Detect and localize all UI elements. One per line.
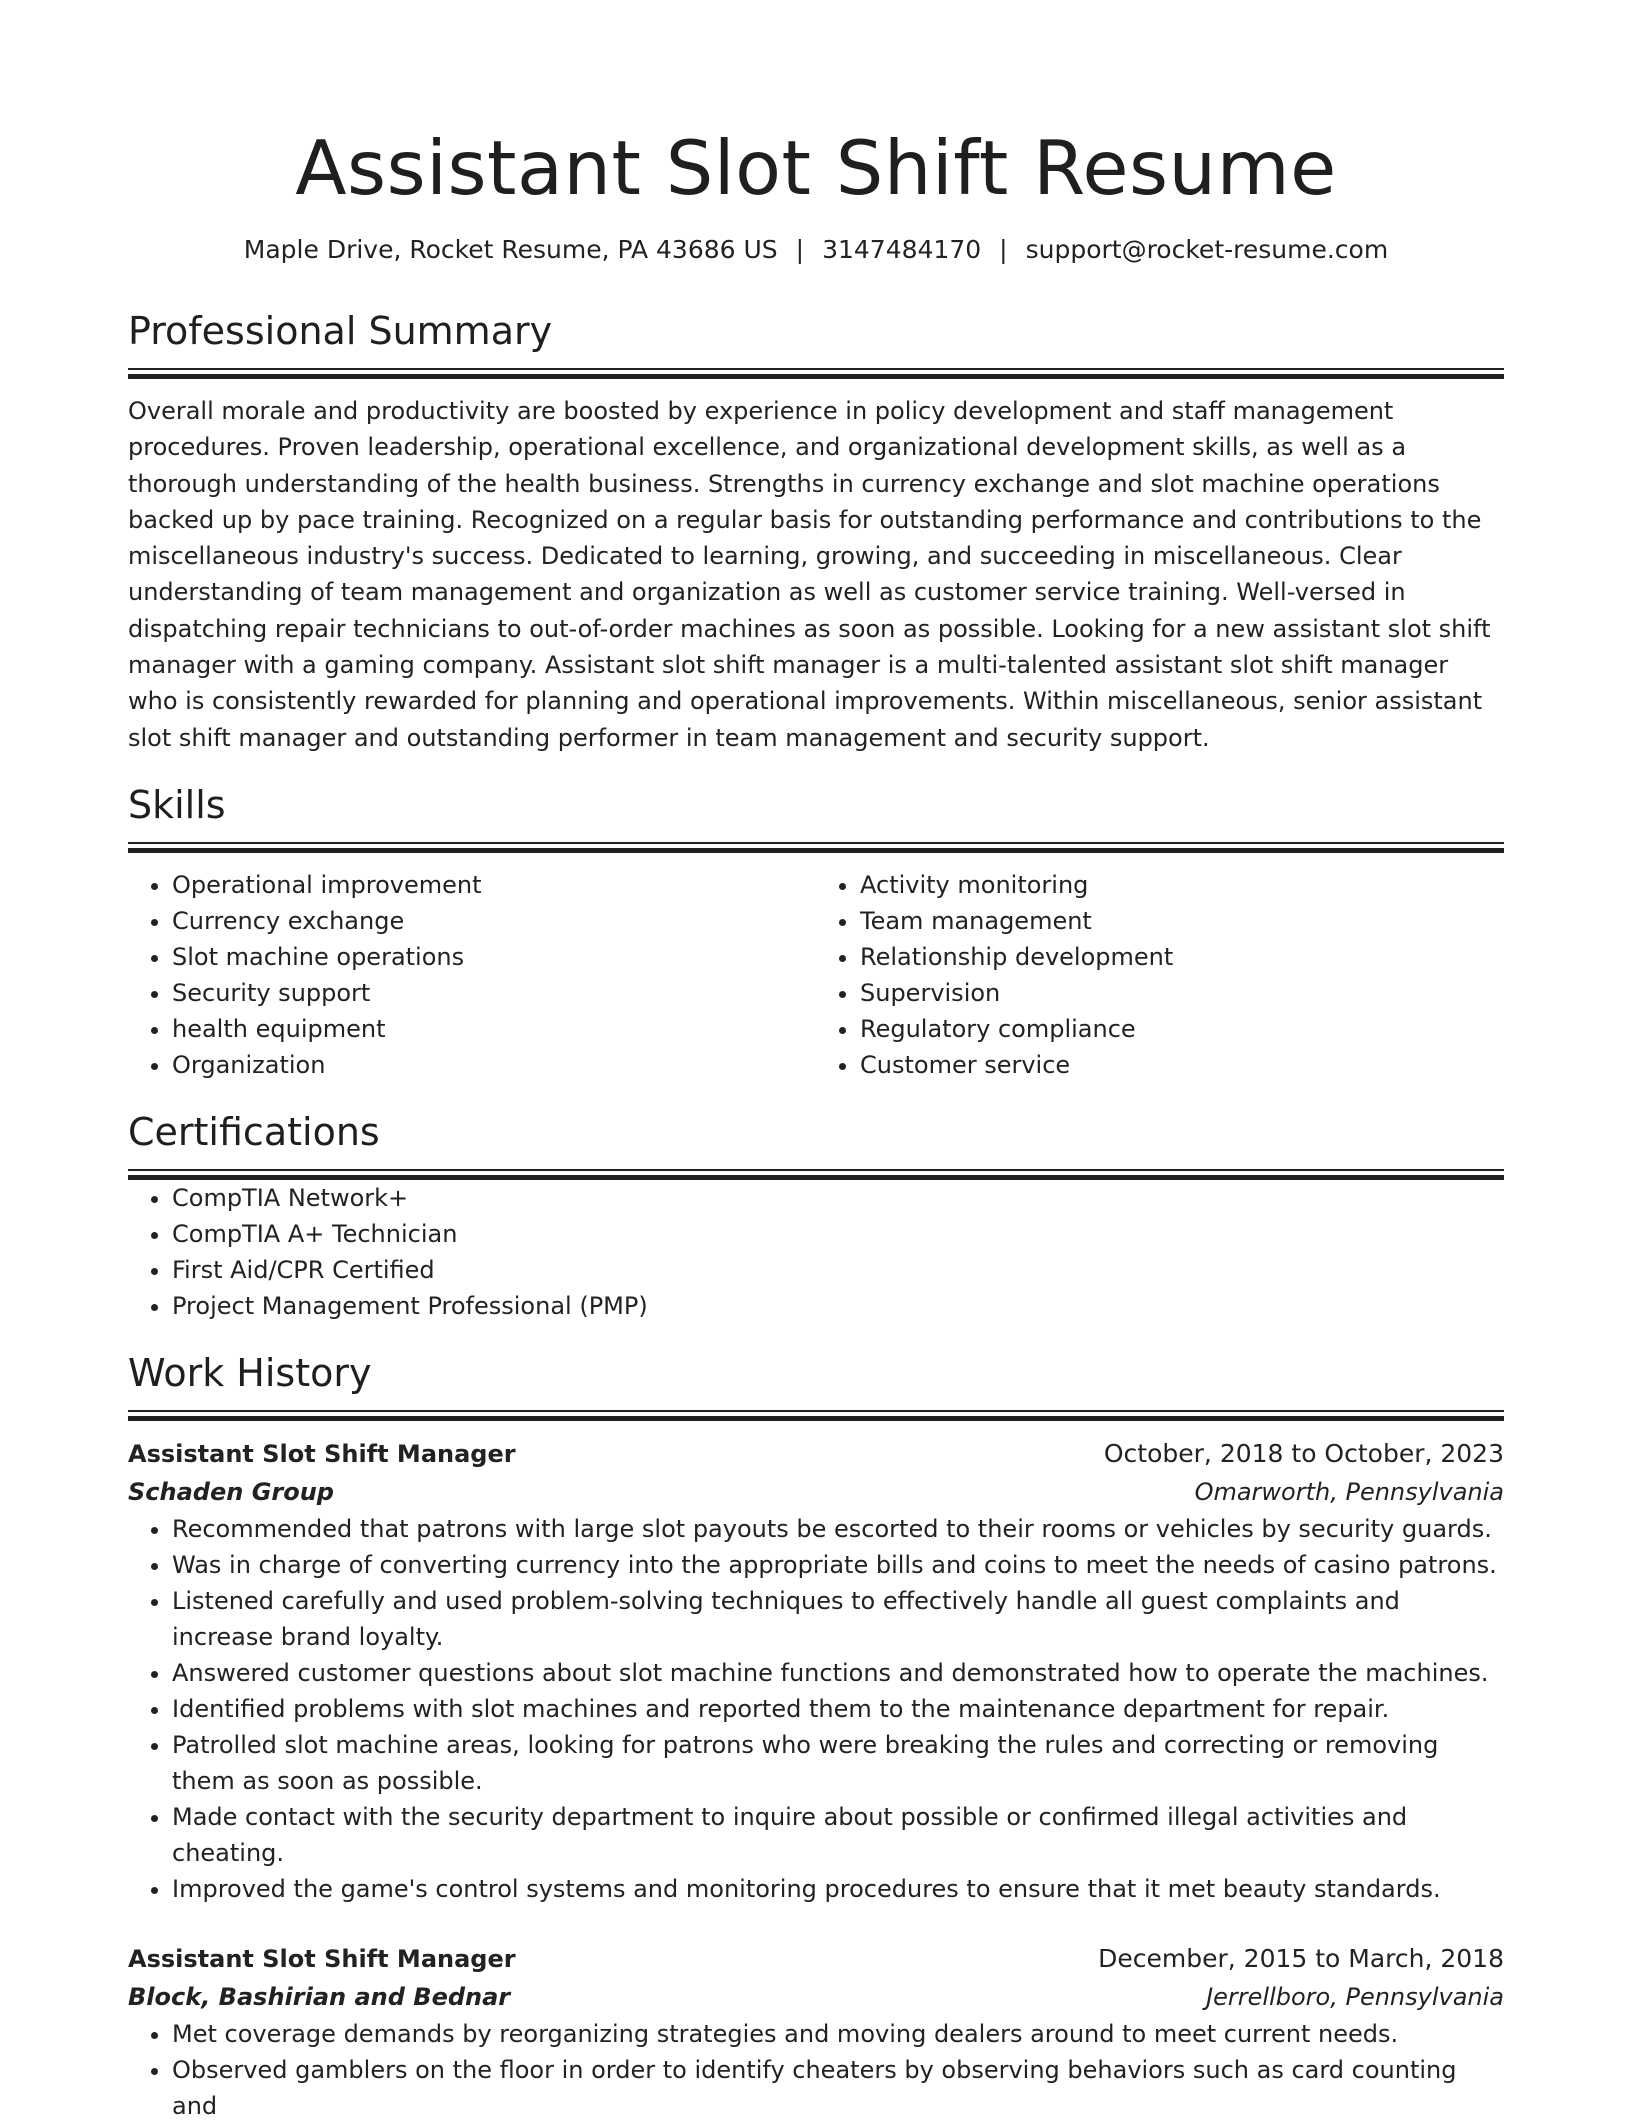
job-bullet: • Recommended that patrons with large slot payouts be escorted to their rooms or vehicles by security guards.	[172, 1511, 1504, 1547]
skill-item: • Regulatory compliance	[860, 1011, 1504, 1047]
skill-item: • Customer service	[860, 1047, 1504, 1083]
skill-item: • health equipment	[172, 1011, 816, 1047]
job-company: Schaden Group	[128, 1477, 334, 1506]
job-bullet: • Identified problems with slot machines and reported them to the maintenance department for repair.	[172, 1691, 1504, 1727]
contact-separator: |	[999, 235, 1008, 264]
certification-item: • CompTIA Network+	[172, 1180, 1504, 1216]
work-history-section	[128, 1350, 1504, 2124]
job-title: Assistant Slot Shift Manager	[128, 1439, 516, 1468]
skill-item: • Operational improvement	[172, 867, 816, 903]
skills-list-right	[816, 867, 1504, 1083]
job-bullet: • Was in charge of converting currency into the appropriate bills and coins to meet the needs of casino patrons.	[172, 1547, 1504, 1583]
job-title: Assistant Slot Shift Manager	[128, 1944, 516, 1973]
contact-address: Maple Drive, Rocket Resume, PA 43686 US	[243, 235, 778, 264]
section-title-skills: Skills	[128, 782, 226, 827]
skill-item: • Security support	[172, 975, 816, 1011]
job-bullet: • Patrolled slot machine areas, looking for patrons who were breaking the rules and correcting or removing them as soon as possible.	[172, 1727, 1504, 1799]
job-bullet: • Made contact with the security department to inquire about possible or confirmed illegal activities and cheating.	[172, 1799, 1504, 1871]
job-header	[128, 1940, 1504, 1978]
skills-grid	[128, 867, 1504, 1083]
job-location: Omarworth, Pennsylvania	[1194, 1477, 1504, 1506]
section-divider	[128, 368, 1504, 379]
section-title-work-history: Work History	[128, 1350, 372, 1395]
contact-line	[128, 234, 1504, 266]
job-bullets	[128, 1511, 1504, 1907]
skills-list-left	[128, 867, 816, 1083]
resume-title: Assistant Slot Shift Resume	[295, 124, 1337, 212]
section-divider	[128, 842, 1504, 853]
contact-email: support@rocket-resume.com	[1025, 235, 1389, 264]
certifications-section	[128, 1109, 1504, 1324]
section-title-summary: Professional Summary	[128, 309, 553, 353]
skill-item: • Supervision	[860, 975, 1504, 1011]
certification-item: • First Aid/CPR Certified	[172, 1252, 1504, 1288]
job-subheader	[128, 1473, 1504, 1511]
contact-separator: |	[795, 235, 805, 264]
skill-item: • Organization	[172, 1047, 816, 1083]
section-divider	[128, 1410, 1504, 1421]
skills-section	[128, 782, 1504, 1083]
job-bullet: • Met coverage demands by reorganizing strategies and moving dealers around to meet current needs.	[172, 2016, 1504, 2052]
skill-item: • Team management	[860, 903, 1504, 939]
skill-item: • Currency exchange	[172, 903, 816, 939]
job-header	[128, 1435, 1504, 1473]
skill-item: • Slot machine operations	[172, 939, 816, 975]
job-bullet: • Observed gamblers on the floor in order to identify cheaters by observing behaviors such as card counting and	[172, 2052, 1504, 2124]
section-divider	[128, 1169, 1504, 1180]
contact-phone: 3147484170	[822, 235, 982, 264]
summary-text: Overall morale and productivity are boosted by experience in policy development and staff management procedures. Proven leadership, operational excellence, and organizational development skills, as well as a thorough understanding of the health business. Strengths in currency exchange and slot machine operations backed up by pace training. Recognized on a regular basis for outstanding performance and contributions to the miscellaneous industry's success. Dedicated to learning, growing, and succeeding in miscellaneous. Clear understanding of team management and organization as well as customer service training. Well-versed in dispatching repair technicians to out-of-order machines as soon as possible. Looking for a new assistant slot shift manager with a gaming company. Assistant slot shift manager is a multi-talented assistant slot shift manager who is consistently rewarded for planning and operational improvements. Within miscellaneous, senior assistant slot shift manager and outstanding performer in team management and security support.	[128, 397, 1491, 752]
professional-summary-section	[128, 308, 1504, 756]
job-dates: October, 2018 to October, 2023	[1103, 1438, 1504, 1468]
job-subheader	[128, 1978, 1504, 2016]
job-entry	[128, 1435, 1504, 1907]
job-company: Block, Bashirian and Bednar	[128, 1982, 511, 2011]
certification-item: • CompTIA A+ Technician	[172, 1216, 1504, 1252]
section-title-certifications: Certifications	[128, 1109, 380, 1154]
job-bullet: • Listened carefully and used problem-solving techniques to effectively handle all guest complaints and increase brand loyalty.	[172, 1583, 1504, 1655]
job-entry	[128, 1940, 1504, 2124]
skill-item: • Activity monitoring	[860, 867, 1504, 903]
certifications-list	[128, 1180, 1504, 1324]
job-bullet: • Answered customer questions about slot machine functions and demonstrated how to operate the machines.	[172, 1655, 1504, 1691]
job-bullet: • Improved the game's control systems and monitoring procedures to ensure that it met beauty standards.	[172, 1871, 1504, 1907]
certification-item: • Project Management Professional (PMP)	[172, 1288, 1504, 1324]
job-location: Jerrellboro, Pennsylvania	[1206, 1982, 1504, 2011]
job-bullets	[128, 2016, 1504, 2124]
job-dates: December, 2015 to March, 2018	[1098, 1943, 1504, 1973]
skill-item: • Relationship development	[860, 939, 1504, 975]
